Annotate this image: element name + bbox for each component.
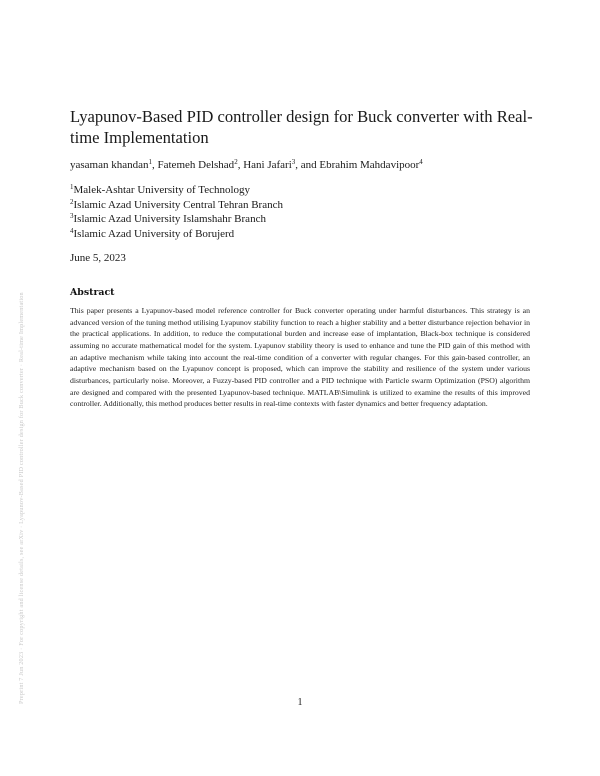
affiliation-text: Islamic Azad University of Borujerd (73, 227, 235, 240)
affiliation (70, 183, 283, 198)
paper-title: Lyapunov-Based PID controller design for Buck converter with Real-time Implementation (70, 107, 533, 147)
author-affiliation-mark: 3 (291, 158, 296, 166)
author-separator: , (237, 159, 244, 171)
author-affiliation-mark: 2 (234, 158, 238, 166)
affiliation-text: Islamic Azad University Central Tehran Branch (73, 198, 283, 211)
affiliation-mark: 4 (70, 226, 74, 235)
author-name: Fatemeh Delshad (157, 159, 235, 171)
author-separator: , (152, 159, 158, 171)
affiliation (70, 227, 283, 242)
author-name: Ebrahim Mahdavipoor (319, 159, 420, 171)
author-name: Hani Jafari (243, 159, 292, 171)
author-list (70, 159, 423, 171)
affiliation (70, 198, 283, 213)
author-name: yasaman khandan (70, 159, 149, 171)
publication-date: June 5, 2023 (70, 252, 126, 264)
author-separator: , and (295, 159, 320, 171)
page-number: 1 (297, 697, 303, 708)
affiliation-text: Islamic Azad University Islamshahr Branch (73, 213, 266, 226)
affiliation-mark: 2 (70, 197, 74, 206)
affiliation-mark: 3 (70, 212, 74, 221)
affiliation-text: Malek-Ashtar University of Technology (73, 184, 251, 196)
side-watermark: Preprint 7 Jun 2023 · For copyright and license details, see arXiv · Lyapunov-Based PID controller design for Buck converter · Real-time Implementation (18, 292, 25, 704)
author-affiliation-mark: 4 (419, 158, 423, 166)
abstract-text: This paper presents a Lyapunov-based model reference controller for Buck converter operating under harmful disturbances. This strategy is an advanced version of the tuning method utilising Lyapunov stability function to reach a higher stability and a better disturbance rejection behavior in the practical applications. In addition, to reduce the computational burden and increase ease of implantation, Black-box technique is considered assuming no accurate mathematical model for the system. Lyapunov stability theory is used to enhance and tune the PID gain of this method with an adaptive mechanism while taking into account the real-time condition of a converter with regular changes. For this gain-based controller, an adaptive mechanism based on the Lyapunov concept is proposed, which can improve the stability and resilience of the system under various disturbances, particularly noise. Moreover, a Fuzzy-based PID controller and a PID technique with Particle swarm Optimization (PSO) algorithm are designed and compared with the presented Lyapunov-based technique. MATLAB\Simulink is utilized to examine the results of this improved controller. Additionally, this method produces better results in real-time contexts with faster dynamics and better frequency adaptation. (70, 306, 530, 409)
affiliation-list (70, 183, 283, 241)
affiliation-mark: 1 (70, 183, 74, 191)
author-affiliation-mark: 1 (148, 158, 152, 166)
abstract-heading: Abstract (70, 287, 115, 298)
affiliation (70, 212, 283, 227)
